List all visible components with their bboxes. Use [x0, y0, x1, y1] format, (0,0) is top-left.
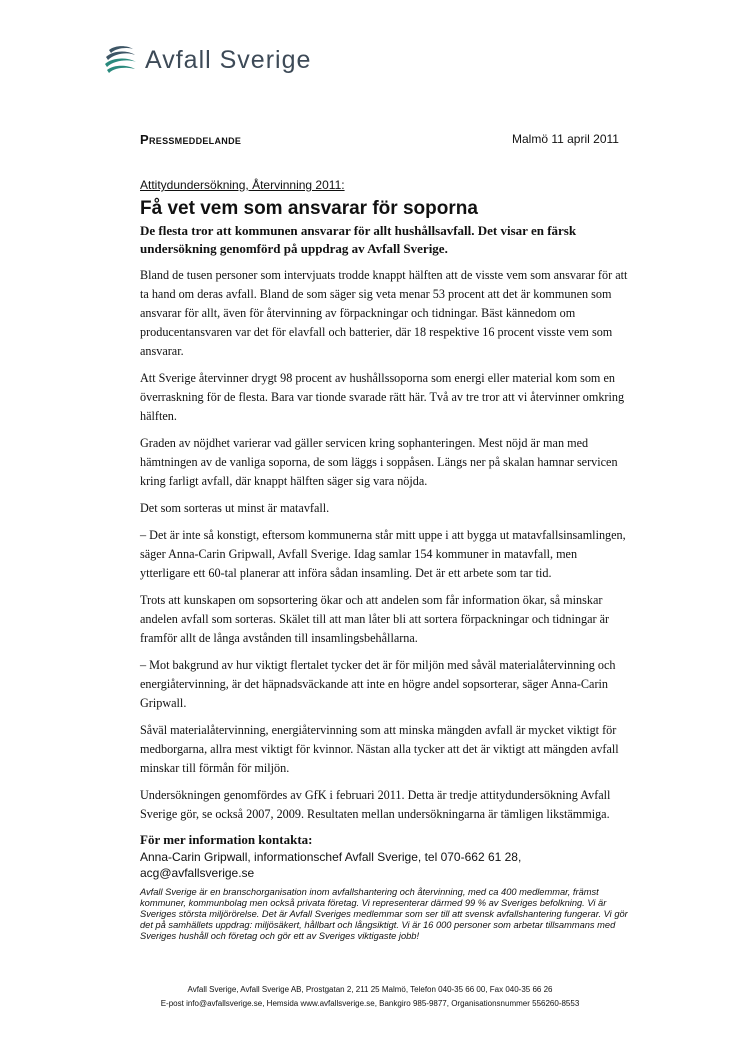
article-lead: De flesta tror att kommunen ansvarar för allt hushållsavfall. Det visar en färsk undersökning genomförd på uppdrag av Avfall Sverige.	[140, 223, 577, 256]
contact-heading: För mer information kontakta:	[140, 832, 313, 847]
paragraph-7: – Mot bakgrund av hur viktigt flertalet tycker det är för miljön med såväl materialåtervinning och energiåtervinning, är det häpnadsväckande att inte en högre andel sopsorterar, säger Anna-Carin Gripwall.	[140, 658, 616, 710]
press-release-label: Pressmeddelande	[140, 132, 242, 147]
logo-wordmark: Avfall Sverige	[145, 45, 312, 74]
paragraph-4: Det som sorteras ut minst är matavfall.	[140, 501, 330, 515]
article	[140, 178, 630, 942]
contact-line: Anna-Carin Gripwall, informationschef Avfall Sverige, tel 070-662 61 28, acg@avfallsverige.se	[140, 850, 522, 880]
paragraph-6: Trots att kunskapen om sopsortering ökar och att andelen som får information ökar, så minskar andelen avfall som sorteras. Skälet till att man låter bli att sortera förpackningar och tidningar är framför allt de långa avstånden till insamlingsbehållarna.	[140, 593, 610, 645]
paragraph-1: Bland de tusen personer som intervjuats trodde knappt hälften att de visste vem som ansvarar för att ta hand om deras avfall. Bland de som säger sig veta menar 53 procent att det är kommunen som ansvarar för allt, även för återvinning av förpackningar och tidningar. Bäst kännedom om producentansvaren var det för elavfall och batterier, där 18 respektive 16 procent visste vem som ansvarar.	[140, 268, 628, 358]
page-footer	[100, 983, 640, 1011]
article-kicker: Attitydundersökning, Återvinning 2011:	[140, 178, 345, 192]
paragraph-5: – Det är inte så konstigt, eftersom kommunerna står mitt uppe i att bygga ut matavfallsinsamlingen, säger Anna-Carin Gripwall, Avfall Sverige. Idag samlar 154 kommuner in matavfall, men ytterligare ett 60-tal planerar att införa sådan insamling. Det är ett arbete som tar tid.	[140, 528, 626, 580]
article-title: Få vet vem som ansvarar för soporna	[140, 198, 478, 219]
footer-address: Avfall Sverige, Avfall Sverige AB, Prostgatan 2, 211 25 Malmö, Telefon 040-35 66 00, Fax 040-35 66 26	[187, 985, 553, 994]
logo	[103, 40, 311, 80]
paragraph-9: Undersökningen genomfördes av GfK i februari 2011. Detta är tredje attitydundersökning Avfall Sverige gör, se också 2007, 2009. Resultaten mellan undersökningarna är tämligen likstämmiga.	[140, 788, 611, 821]
organization-about: Avfall Sverige är en branschorganisation inom avfallshantering och återvinning, med ca 400 medlemmar, främst kommuner, kommunbolag men också privata företag. Vi representerar därmed 99 % av Sveriges befolkning. Vi är Sveriges största miljörörelse. Det är Avfall Sveriges medlemmar som ser till att svensk avfallshantering fungerar. Vi gör det på samhällets uppdrag: miljösäkert, hållbart och långsiktigt. Vi är 16 000 personer som arbetar tillsammans med Sveriges hushåll och företag och gör ett av Sveriges viktigaste jobb!	[140, 887, 628, 941]
footer-contact: E-post info@avfallsverige.se, Hemsida www.avfallsverige.se, Bankgiro 985-9877, Organisationsnummer 556260-8553	[160, 999, 580, 1008]
paragraph-8: Såväl materialåtervinning, energiåtervinning som att minska mängden avfall är mycket viktigt för medborgarna, allra mest viktigt för kvinnor. Nästan alla tycker att det är viktigt att mängden avfall minskar till förmån för miljön.	[140, 723, 619, 775]
wave-logo-icon	[103, 42, 139, 78]
release-date: Malmö 11 april 2011	[512, 132, 619, 146]
paragraph-3: Graden av nöjdhet varierar vad gäller servicen kring sophanteringen. Mest nöjd är man med hämtningen av de vanliga soporna, de som läggs i soppåsen. Längs ner på skalan hamnar servicen kring farligt avfall, där knappt hälften säger sig vara nöjda.	[140, 436, 618, 488]
paragraph-2: Att Sverige återvinner drygt 98 procent av hushållssoporna som energi eller material kom som en överraskning för de flesta. Bara var tionde svarade rätt här. Två av tre tror att vi återvinner omkring hälften.	[140, 371, 625, 423]
